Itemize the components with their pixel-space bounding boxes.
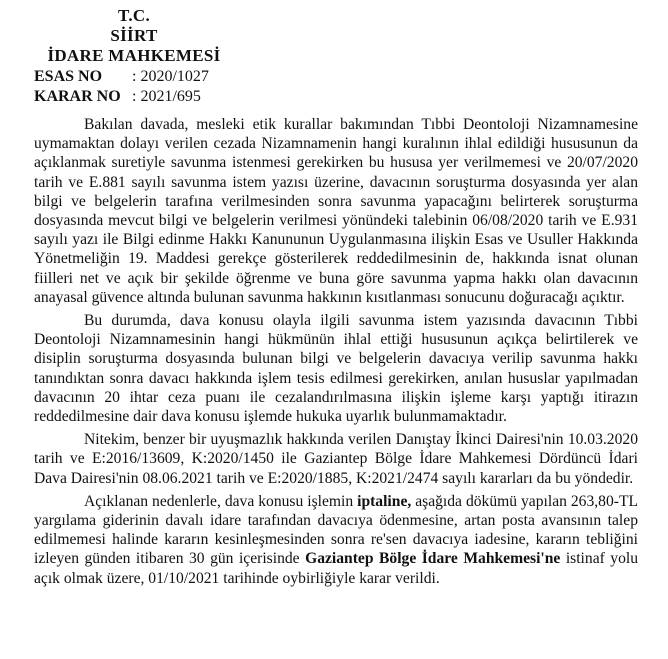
- verdict-iptal: iptaline,: [357, 492, 412, 510]
- karar-no-value: : 2021/695: [132, 88, 201, 105]
- verdict-court: Gaziantep Bölge İdare Mahkemesi'ne: [305, 550, 561, 568]
- header-court-name: İDARE MAHKEMESİ: [47, 46, 221, 65]
- header-tc: T.C.: [117, 6, 151, 25]
- paragraph-precedent: Nitekim, benzer bir uyuşmazlık hakkında verilen Danıştay İkinci Dairesi'nin 10.03.2020 tarih ve E:2016/13609, K:2020/1450 ile Gaziantep Bölge İdare Mahkemesi Dördüncü İdari Dava Dairesi'nin 08.06.2021 tarih ve E:2020/1885, K:2021/2474 sayılı kararları da bu yöndedir.: [34, 431, 638, 487]
- esas-no-label: ESAS NO: [34, 68, 103, 85]
- esas-no-row: [34, 68, 209, 86]
- decision-body: [34, 115, 638, 592]
- karar-no-row: [34, 88, 201, 106]
- header-city: SİİRT: [110, 26, 158, 45]
- verdict-text-e: istinaf yolu açık olmak üzere, 01/10/2021 tarihinde oybirliğiyle karar verildi.: [34, 550, 639, 587]
- verdict-text-c: aşağıda dökümü yapılan 263,80-TL yargılama giderinin davalı idare tarafından davacıya ödenmesine, artan posta avansının talep edilmemesi halinde kararın kesinleşmesinden sonra re'sen davacıya iadesine, kararın tebliğini izleyen günden itibaren 30 gün içerisinde: [34, 492, 638, 568]
- verdict-text-a: Açıklanan nedenlerle, dava konusu işlemin: [84, 492, 358, 510]
- paragraph-reasoning: Bakılan davada, mesleki etik kurallar bakımından Tıbbi Deontoloji Nizamnamesine uymamaktan dolayı verilen cezada Nizamnamenin hangi kuralının ihlal edildiği hususunun da açıklanmak suretiyle savunma istenmesi gerekirken bu hususa yer verilmemesi ve 20/07/2020 tarih ve E.881 sayılı savunma istem yazısı üzerine, davacının soruşturma dosyasında yer alan bilgi ve belgelerin tarafına verilmesinden sonra savunma yapacağını belirterek soruşturma dosyasında mevcut bilgi ve belgelerin verilmesi yönündeki talebinin 06/08/2020 tarih ve E.931 sayılı yazı ile Bilgi edinme Hakkı Kanununun Uygulanmasına ilişkin Esas ve Usuller Hakkında Yönetmeliğin 19. Maddesi gerekçe gösterilerek reddedilmesinin de, hakkında isnat olunan fiilleri net ve açık bir şekilde öğrenme ve buna göre savunma yapma hakkı olan davacının anayasal güvence altında bulunan savunma hakkının kısıtlanması sonucunu doğuracağı açıktır.: [34, 116, 638, 306]
- paragraph-conclusion: Bu durumda, dava konusu olayla ilgili savunma istem yazısında davacının Tıbbi Deontoloji Nizamnamesinin hangi hükmünün ihlal ettiği hususunun açıkça belirtilerek ve disiplin soruşturma dosyasında bulunan bilgi ve belgelerin davacıya verilip savunma hakkı tanındıktan sonra davacı hakkında işlem tesis edilmesi gerekirken, anılan hususlar yapılmadan davacının 20 ihtar ceza puanı ile cezalandırılmasına ilişkin işleme karşı yaptığı itirazın reddedilmesine dair dava konusu işlemde hukuka uyarlık bulunmamaktadır.: [34, 312, 638, 426]
- esas-no-value: : 2020/1027: [132, 68, 209, 85]
- karar-no-label: KARAR NO: [34, 88, 121, 105]
- paragraph-verdict: [34, 492, 638, 588]
